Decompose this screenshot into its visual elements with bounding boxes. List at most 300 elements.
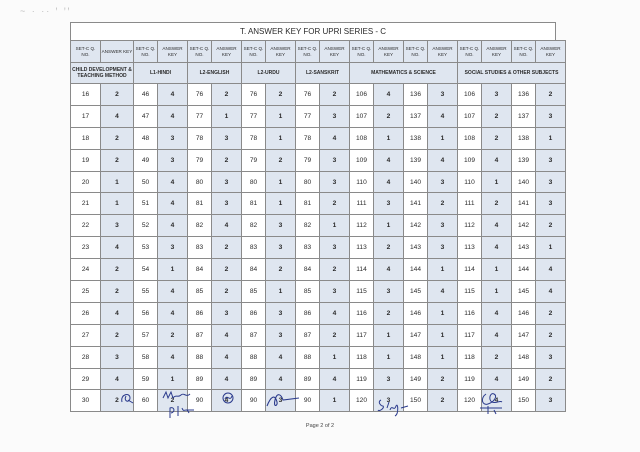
answer-key-cell: 1 [536,237,566,259]
answer-key-cell: 3 [320,105,350,127]
question-number-cell: 84 [242,259,266,281]
signature-5 [375,394,411,418]
answer-key-cell: 2 [212,237,242,259]
answer-key-cell: 2 [101,84,134,106]
answer-key-cell: 2 [101,259,134,281]
question-number-cell: 60 [134,390,158,412]
answer-key-cell: 3 [482,84,512,106]
question-number-cell: 139 [512,149,536,171]
answer-key-cell: 3 [266,302,296,324]
answer-key-cell: 4 [212,346,242,368]
subject-row [71,63,566,84]
answer-key-cell: 2 [212,281,242,303]
answer-key-cell: 1 [428,324,458,346]
answer-key-cell: 2 [374,237,404,259]
answer-key-cell: 4 [158,346,188,368]
question-number-cell: 16 [71,84,101,106]
question-number-cell: 76 [242,84,266,106]
question-number-cell: 21 [71,193,101,215]
column-header: SET-C Q. NO. [512,41,536,63]
question-number-cell: 89 [296,368,320,390]
question-number-cell: 147 [512,324,536,346]
signature-strip [0,388,640,428]
answer-key-cell: 2 [536,302,566,324]
header-row [71,41,566,63]
answer-key-cell: 4 [320,302,350,324]
answer-key-cell: 3 [320,237,350,259]
question-number-cell: 144 [512,259,536,281]
question-number-cell: 115 [350,281,374,303]
answer-key-cell: 3 [212,193,242,215]
page-number: Page 2 of 2 [305,423,335,429]
subject-cell: L2-URDU [242,63,296,84]
answer-key-cell: 3 [266,237,296,259]
answer-key-cell: 1 [212,105,242,127]
question-number-cell: 109 [350,149,374,171]
question-number-cell: 140 [404,171,428,193]
answer-key-cell: 2 [536,215,566,237]
column-header: ANSWER KEY [101,41,134,63]
question-number-cell: 84 [188,259,212,281]
signature-2 [160,388,200,422]
answer-key-cell: 1 [428,127,458,149]
answer-key-cell: 4 [266,346,296,368]
answer-key-cell: 2 [158,390,188,412]
question-number-cell: 116 [350,302,374,324]
answer-key-cell: 4 [482,237,512,259]
question-number-cell: 49 [134,149,158,171]
question-number-cell: 150 [512,390,536,412]
answer-key-cell: 3 [374,368,404,390]
question-number-cell: 47 [134,105,158,127]
answer-key-cell: 4 [158,281,188,303]
question-number-cell: 143 [512,237,536,259]
answer-key-cell: 4 [428,281,458,303]
answer-key-cell: 3 [374,281,404,303]
answer-key-cell: 3 [158,237,188,259]
question-number-cell: 139 [404,149,428,171]
answer-key-cell: 2 [101,390,134,412]
answer-key-cell: 2 [101,127,134,149]
answer-key-cell: 3 [266,324,296,346]
column-header: ANSWER KEY [428,41,458,63]
question-number-cell: 116 [458,302,482,324]
answer-key-cell: 3 [320,281,350,303]
answer-key-cell: 2 [212,259,242,281]
question-number-cell: 148 [512,346,536,368]
answer-key-cell: 4 [101,237,134,259]
question-number-cell: 107 [458,105,482,127]
answer-key-cell: 1 [374,127,404,149]
table-row [71,324,566,346]
table-row [71,105,566,127]
answer-key-cell: 1 [320,390,350,412]
answer-key-cell: 4 [212,324,242,346]
question-number-cell: 120 [458,390,482,412]
answer-key-cell: 1 [320,346,350,368]
question-number-cell: 52 [134,215,158,237]
answer-key-cell: 4 [101,368,134,390]
question-number-cell: 109 [458,149,482,171]
question-number-cell: 26 [71,302,101,324]
answer-key-cell: 4 [482,324,512,346]
question-number-cell: 111 [458,193,482,215]
table-row [71,193,566,215]
answer-key-cell: 3 [536,171,566,193]
answer-key-cell: 4 [101,302,134,324]
question-number-cell: 90 [188,390,212,412]
question-number-cell: 143 [404,237,428,259]
question-number-cell: 81 [296,193,320,215]
answer-key-cell: 4 [374,84,404,106]
question-number-cell: 22 [71,215,101,237]
question-number-cell: 144 [404,259,428,281]
answer-key-cell: 4 [320,368,350,390]
answer-key-cell: 3 [428,171,458,193]
answer-key-cell: 2 [212,149,242,171]
answer-key-cell: 3 [536,193,566,215]
answer-key-cell: 1 [428,302,458,324]
answer-key-cell: 1 [482,281,512,303]
answer-key-cell: 2 [266,149,296,171]
question-number-cell: 85 [242,281,266,303]
answer-key-cell: 3 [374,390,404,412]
subject-cell: L2-ENGLISH [188,63,242,84]
question-number-cell: 77 [188,105,212,127]
answer-key-table [70,40,566,412]
answer-key-cell: 1 [536,127,566,149]
question-number-cell: 150 [404,390,428,412]
question-number-cell: 51 [134,193,158,215]
answer-key-cell: 4 [374,149,404,171]
table-row [71,302,566,324]
question-number-cell: 19 [71,149,101,171]
question-number-cell: 17 [71,105,101,127]
answer-key-cell: 4 [482,368,512,390]
answer-key-cell: 3 [536,149,566,171]
answer-key-cell: 3 [536,390,566,412]
table-row [71,281,566,303]
question-number-cell: 53 [134,237,158,259]
answer-key-cell: 2 [320,324,350,346]
answer-key-cell: 3 [536,346,566,368]
answer-key-cell: 2 [536,324,566,346]
column-header: SET-C Q. NO. [134,41,158,63]
question-number-cell: 81 [242,193,266,215]
question-number-cell: 136 [404,84,428,106]
question-number-cell: 89 [188,368,212,390]
question-number-cell: 146 [512,302,536,324]
answer-key-cell: 2 [482,105,512,127]
question-number-cell: 78 [188,127,212,149]
answer-key-cell: 3 [428,84,458,106]
question-number-cell: 86 [296,302,320,324]
answer-key-cell: 3 [266,390,296,412]
answer-key-cell: 4 [158,193,188,215]
answer-key-cell: 2 [374,105,404,127]
answer-key-cell: 4 [428,149,458,171]
table-row [71,171,566,193]
question-number-cell: 107 [350,105,374,127]
question-number-cell: 136 [512,84,536,106]
table-row [71,346,566,368]
signature-initials-1 [118,390,136,406]
answer-key-cell: 1 [266,281,296,303]
column-header: SET-C Q. NO. [242,41,266,63]
answer-key-cell: 4 [428,105,458,127]
question-number-cell: 142 [512,215,536,237]
table-row [71,127,566,149]
question-number-cell: 57 [134,324,158,346]
answer-key-cell: 4 [482,215,512,237]
answer-key-cell: 4 [482,390,512,412]
question-number-cell: 141 [512,193,536,215]
answer-key-cell: 2 [428,193,458,215]
subject-cell: MATHEMATICS & SCIENCE [350,63,458,84]
column-header: ANSWER KEY [266,41,296,63]
question-number-cell: 58 [134,346,158,368]
answer-key-cell: 2 [320,193,350,215]
question-number-cell: 84 [296,259,320,281]
question-number-cell: 138 [404,127,428,149]
answer-key-cell: 2 [266,259,296,281]
table-row [71,259,566,281]
question-number-cell: 146 [404,302,428,324]
answer-key-cell: 1 [482,171,512,193]
sheet-title: T. ANSWER KEY FOR UPRI SERIES - C [70,22,556,40]
question-number-cell: 112 [458,215,482,237]
answer-key-cell: 3 [536,105,566,127]
answer-key-cell: 4 [158,84,188,106]
question-number-cell: 90 [242,390,266,412]
question-number-cell: 137 [512,105,536,127]
question-number-cell: 82 [242,215,266,237]
answer-key-cell: 3 [320,171,350,193]
question-number-cell: 25 [71,281,101,303]
question-number-cell: 85 [296,281,320,303]
question-number-cell: 27 [71,324,101,346]
answer-key-cell: 1 [374,324,404,346]
question-number-cell: 82 [296,215,320,237]
question-number-cell: 83 [188,237,212,259]
question-number-cell: 76 [296,84,320,106]
question-number-cell: 111 [350,193,374,215]
question-number-cell: 20 [71,171,101,193]
answer-key-cell: 4 [482,302,512,324]
answer-key-cell: 2 [428,368,458,390]
question-number-cell: 79 [242,149,266,171]
column-header: SET-C Q. NO. [404,41,428,63]
answer-key-cell: 3 [212,171,242,193]
question-number-cell: 114 [458,259,482,281]
question-number-cell: 117 [350,324,374,346]
answer-key-cell: 1 [374,215,404,237]
answer-key-cell: 1 [101,193,134,215]
answer-key-cell: 2 [482,127,512,149]
column-header: ANSWER KEY [482,41,512,63]
question-number-cell: 30 [71,390,101,412]
answer-key-cell: 2 [266,84,296,106]
question-number-cell: 56 [134,302,158,324]
question-number-cell: 137 [404,105,428,127]
column-header: ANSWER KEY [374,41,404,63]
question-number-cell: 148 [404,346,428,368]
question-number-cell: 28 [71,346,101,368]
question-number-cell: 106 [458,84,482,106]
question-number-cell: 87 [296,324,320,346]
answer-key-cell: 4 [158,105,188,127]
column-header: SET-C Q. NO. [296,41,320,63]
question-number-cell: 106 [350,84,374,106]
question-number-cell: 76 [188,84,212,106]
question-number-cell: 118 [350,346,374,368]
answer-key-cell: 1 [428,259,458,281]
answer-key-cell: 4 [212,368,242,390]
column-header: SET-C Q. NO. [71,41,101,63]
column-header: SET-C Q. NO. [458,41,482,63]
answer-key-cell: 2 [482,346,512,368]
answer-key-cell: 4 [158,171,188,193]
answer-key-cell: 1 [482,259,512,281]
signature-6 [476,390,506,416]
question-number-cell: 90 [296,390,320,412]
answer-key-cell: 4 [374,259,404,281]
question-number-cell: 114 [350,259,374,281]
question-number-cell: 87 [242,324,266,346]
question-number-cell: 83 [296,237,320,259]
question-number-cell: 88 [242,346,266,368]
question-number-cell: 108 [350,127,374,149]
column-header: ANSWER KEY [158,41,188,63]
answer-key-cell: 2 [320,84,350,106]
answer-key-cell: 4 [158,215,188,237]
question-number-cell: 108 [458,127,482,149]
question-number-cell: 119 [350,368,374,390]
table-row [71,237,566,259]
column-header: SET-C Q. NO. [188,41,212,63]
question-number-cell: 82 [188,215,212,237]
table-row [71,215,566,237]
answer-key-cell: 1 [158,259,188,281]
question-number-cell: 118 [458,346,482,368]
question-number-cell: 86 [242,302,266,324]
question-number-cell: 145 [512,281,536,303]
column-header: ANSWER KEY [320,41,350,63]
answer-key-cell: 4 [212,215,242,237]
question-number-cell: 83 [242,237,266,259]
subject-cell: CHILD DEVELOPMENT & TEACHING METHOD [71,63,134,84]
question-number-cell: 18 [71,127,101,149]
question-number-cell: 46 [134,84,158,106]
question-number-cell: 119 [458,368,482,390]
question-number-cell: 149 [512,368,536,390]
answer-key-cell: 1 [266,105,296,127]
question-number-cell: 80 [242,171,266,193]
table-row [71,84,566,106]
question-number-cell: 80 [188,171,212,193]
answer-key-cell: 3 [101,215,134,237]
question-number-cell: 138 [512,127,536,149]
answer-key-cell: 1 [320,215,350,237]
answer-key-cell: 3 [158,149,188,171]
signature-4 [263,388,303,410]
answer-key-cell: 3 [428,237,458,259]
answer-key-cell: 1 [374,346,404,368]
question-number-cell: 54 [134,259,158,281]
question-number-cell: 88 [188,346,212,368]
question-number-cell: 24 [71,259,101,281]
answer-key-cell: 4 [320,127,350,149]
answer-key-cell: 1 [428,346,458,368]
answer-key-cell: 3 [212,302,242,324]
subject-cell: L2-SANSKRIT [296,63,350,84]
question-number-cell: 149 [404,368,428,390]
answer-key-cell: 2 [101,324,134,346]
question-number-cell: 79 [296,149,320,171]
answer-key-cell: 1 [266,193,296,215]
question-number-cell: 81 [188,193,212,215]
answer-key-cell: 3 [212,127,242,149]
answer-key-cell: 4 [158,302,188,324]
question-number-cell: 113 [458,237,482,259]
answer-key-cell: 1 [266,127,296,149]
answer-key-cell: 2 [536,368,566,390]
column-header: SET-C Q. NO. [350,41,374,63]
column-header: ANSWER KEY [212,41,242,63]
answer-key-sheet [70,22,561,412]
table-row [71,368,566,390]
question-number-cell: 147 [404,324,428,346]
answer-key-cell: 3 [266,215,296,237]
question-number-cell: 78 [242,127,266,149]
question-number-cell: 86 [188,302,212,324]
question-number-cell: 115 [458,281,482,303]
question-number-cell: 85 [188,281,212,303]
question-number-cell: 117 [458,324,482,346]
question-number-cell: 145 [404,281,428,303]
answer-key-cell: 2 [101,281,134,303]
table-row [71,149,566,171]
answer-key-cell: 3 [158,127,188,149]
question-number-cell: 59 [134,368,158,390]
answer-key-cell: 4 [101,105,134,127]
answer-key-cell: 4 [536,259,566,281]
answer-key-cell: 1 [101,171,134,193]
question-number-cell: 112 [350,215,374,237]
question-number-cell: 29 [71,368,101,390]
signature-initials-3 [220,390,236,406]
answer-key-cell: 4 [212,390,242,412]
answer-key-cell: 3 [428,215,458,237]
question-number-cell: 88 [296,346,320,368]
question-number-cell: 142 [404,215,428,237]
answer-key-cell: 2 [374,302,404,324]
question-number-cell: 23 [71,237,101,259]
answer-key-cell: 4 [482,149,512,171]
column-header: ANSWER KEY [536,41,566,63]
answer-key-cell: 2 [428,390,458,412]
answer-key-cell: 4 [266,368,296,390]
answer-key-cell: 2 [320,259,350,281]
question-number-cell: 110 [350,171,374,193]
question-number-cell: 80 [296,171,320,193]
answer-key-cell: 1 [266,171,296,193]
scan-artifact-marks: ~ · ·· ꞌ ꞌꞌ [20,6,72,16]
question-number-cell: 141 [404,193,428,215]
question-number-cell: 48 [134,127,158,149]
answer-key-cell: 1 [158,368,188,390]
question-number-cell: 140 [512,171,536,193]
